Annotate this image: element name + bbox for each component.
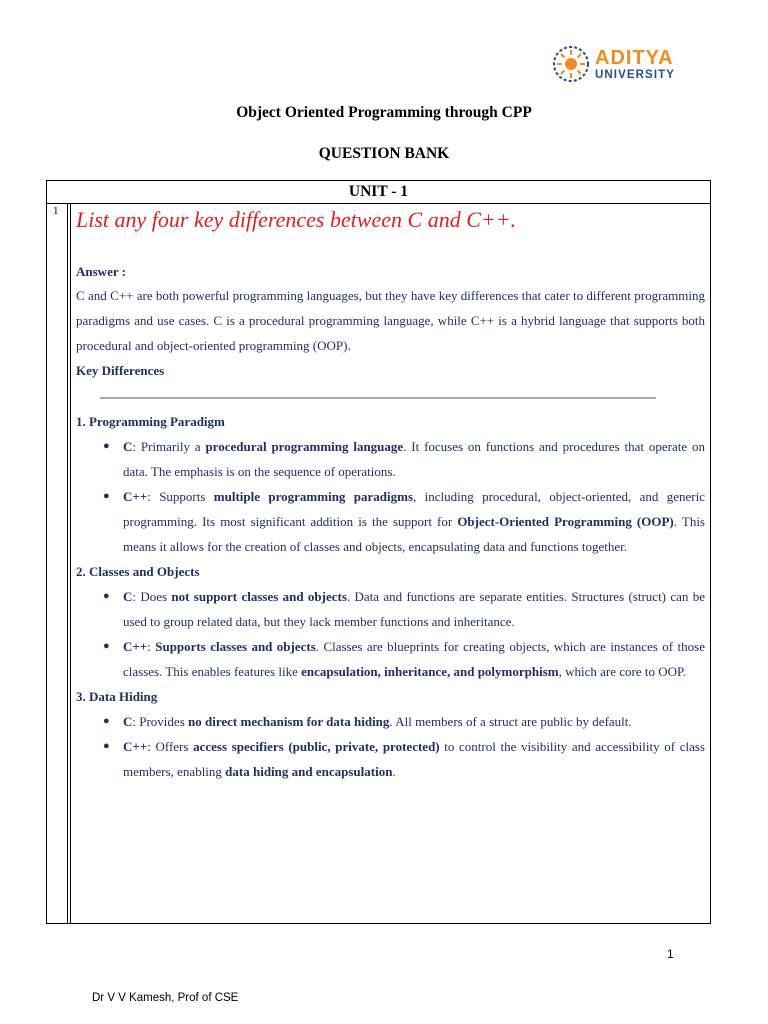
bold-text: not support classes and objects (171, 589, 347, 604)
differences-sections (76, 409, 705, 784)
bold-text: no direct mechanism for data hiding (188, 714, 390, 729)
bold-text: data hiding and encapsulation (225, 764, 393, 779)
text-run: : Provides (132, 714, 189, 729)
bold-text: multiple programming paradigms (213, 489, 414, 504)
text-run: : Primarily a (132, 439, 206, 454)
section-heading: 2. Classes and Objects (76, 564, 200, 579)
question-content (76, 203, 705, 784)
column-divider (70, 203, 71, 923)
key-differences-heading: Key Differences (76, 363, 165, 378)
number-column (47, 203, 68, 923)
question-number: 1 (53, 205, 59, 217)
text-run: to control the visibility and accessibility of class members, enabling (123, 739, 705, 779)
bullet-item (103, 484, 705, 559)
question-text: List any four key differences between C and C++. (76, 207, 517, 232)
bold-text: procedural programming language (205, 439, 404, 454)
horizontal-divider (100, 397, 656, 399)
bullet-item (103, 709, 705, 734)
text-run: : Supports (147, 489, 214, 504)
bullet-list (76, 584, 705, 684)
document-title: Object Oriented Programming through CPP (236, 104, 532, 121)
bullet-dot-icon: ● (103, 640, 110, 652)
bold-text: access specifiers (public, private, protected) (193, 739, 440, 754)
bullet-item (103, 584, 705, 634)
footer-author: Dr V V Kamesh, Prof of CSE (92, 992, 239, 1004)
logo-text-top: ADITYA (595, 47, 674, 69)
text-run: : Offers (147, 739, 194, 754)
text-run: , including procedural, object-oriented, and generic programming. Its most significant addition is the support for (123, 489, 705, 529)
bold-text: C++ (123, 639, 148, 654)
bullet-item (103, 434, 705, 484)
bold-text: C++ (123, 489, 148, 504)
bold-text: C++ (123, 739, 148, 754)
bullet-list (76, 709, 705, 784)
bullet-dot-icon: ● (103, 590, 110, 602)
university-logo (551, 44, 681, 90)
bold-text: C (123, 589, 133, 604)
answer-label: Answer : (76, 264, 126, 279)
text-run: , which are core to OOP. (558, 664, 687, 679)
text-run: . Data and functions are separate entities. Structures (struct) can be used to group related data, but they lack member functions and inheritance. (123, 589, 705, 629)
section-heading: 3. Data Hiding (76, 689, 158, 704)
page-number: 1 (667, 947, 674, 961)
text-run: . (392, 764, 396, 779)
bullet-dot-icon: ● (103, 440, 110, 452)
bullet-dot-icon: ● (103, 740, 110, 752)
text-run: . All members of a struct are public by default. (389, 714, 632, 729)
logo-text-bottom: UNIVERSITY (595, 69, 676, 81)
bullet-list (76, 434, 705, 559)
text-run: . This means it allows for the creation of classes and objects, encapsulating data and functions together. (123, 514, 705, 554)
sun-emblem-icon (551, 44, 591, 84)
section-heading: 1. Programming Paradigm (76, 414, 225, 429)
bullet-dot-icon: ● (103, 490, 110, 502)
text-run: : (147, 639, 156, 654)
bold-text: Object-Oriented Programming (OOP) (457, 514, 674, 529)
bold-text: C (123, 439, 133, 454)
bold-text: Supports classes and objects (155, 639, 316, 654)
bullet-item (103, 734, 705, 784)
question-table (46, 180, 711, 924)
bullet-item (103, 634, 705, 684)
document-subtitle: QUESTION BANK (318, 145, 450, 162)
text-run: . It focuses on functions and procedures that operate on data. The emphasis is on the sequence of operations. (123, 439, 705, 479)
text-run: . Classes are blueprints for creating objects, which are instances of those classes. This enables features like (123, 639, 705, 679)
unit-heading: UNIT - 1 (47, 181, 710, 204)
bold-text: encapsulation, inheritance, and polymorphism (301, 664, 559, 679)
answer-intro: C and C++ are both powerful programming languages, but they have key differences that cater to different programming paradigms and use cases. C is a procedural programming language, while C++ is a hybrid language that supports both procedural and object-oriented programming (OOP). (76, 288, 705, 353)
bullet-dot-icon: ● (103, 715, 110, 727)
text-run: : Does (132, 589, 172, 604)
bold-text: C (123, 714, 133, 729)
